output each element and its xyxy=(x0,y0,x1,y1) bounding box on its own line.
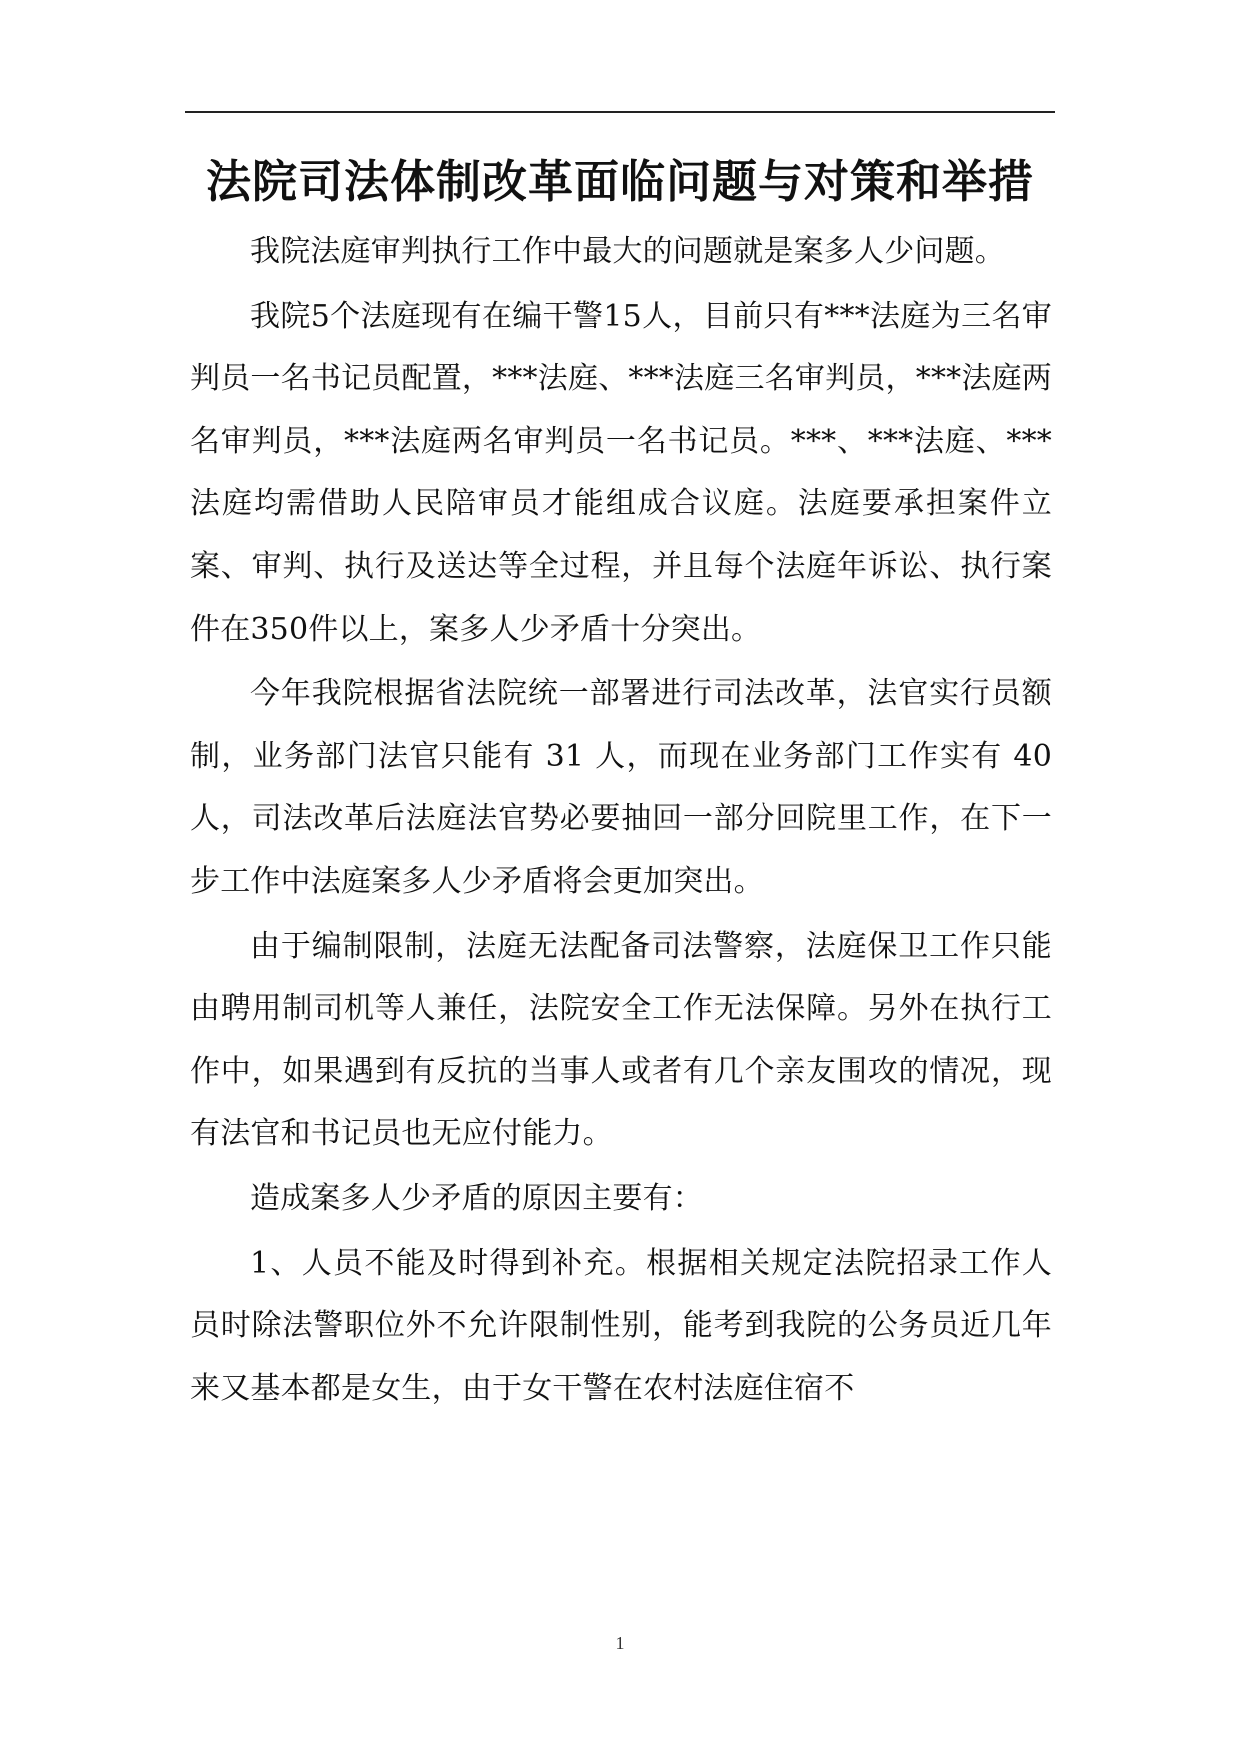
paragraph-4: 由于编制限制，法庭无法配备司法警察，法庭保卫工作只能由聘用制司机等人兼任，法院安全工作无法保障。另外在执行工作中，如果遇到有反抗的当事人或者有几个亲友围攻的情况，现有法官和书记员也无应付能力。 xyxy=(190,928,1052,1152)
paragraph-1: 我院法庭审判执行工作中最大的问题就是案多人少问题。 xyxy=(250,234,1005,269)
paragraph-3: 今年我院根据省法院统一部署进行司法改革，法官实行员额制，业务部门法官只能有 31 人，而现在业务部门工作实有 40 人，司法改革后法庭法官势必要抽回一部分回院里工作，在下一步工作中法庭案多人少矛盾将会更加突出。 xyxy=(190,676,1052,899)
page-number: 1 xyxy=(615,1633,625,1653)
paragraph-2: 我院5个法庭现有在编干警15人，目前只有***法庭为三名审判员一名书记员配置，***法庭、***法庭三名审判员，***法庭两名审判员，***法庭两名审判员一名书记员。***、***法庭、***法庭均需借助人民陪审员才能组成合议庭。法庭要承担案件立案、审判、执行及送达等全过程，并且每个法庭年诉讼、执行案件在350件以上，案多人少矛盾十分突出。 xyxy=(190,298,1052,647)
document-body xyxy=(190,221,1052,1422)
document-title: 法院司法体制改革面临问题与对策和举措 xyxy=(205,155,1034,208)
paragraph-5: 造成案多人少矛盾的原因主要有： xyxy=(250,1180,703,1216)
paragraph-6: 1、人员不能及时得到补充。根据相关规定法院招录工作人员时除法警职位外不允许限制性别，能考到我院的公务员近几年来又基本都是女生，由于女干警在农村法庭住宿不 xyxy=(190,1245,1052,1406)
header-rule xyxy=(185,111,1055,113)
